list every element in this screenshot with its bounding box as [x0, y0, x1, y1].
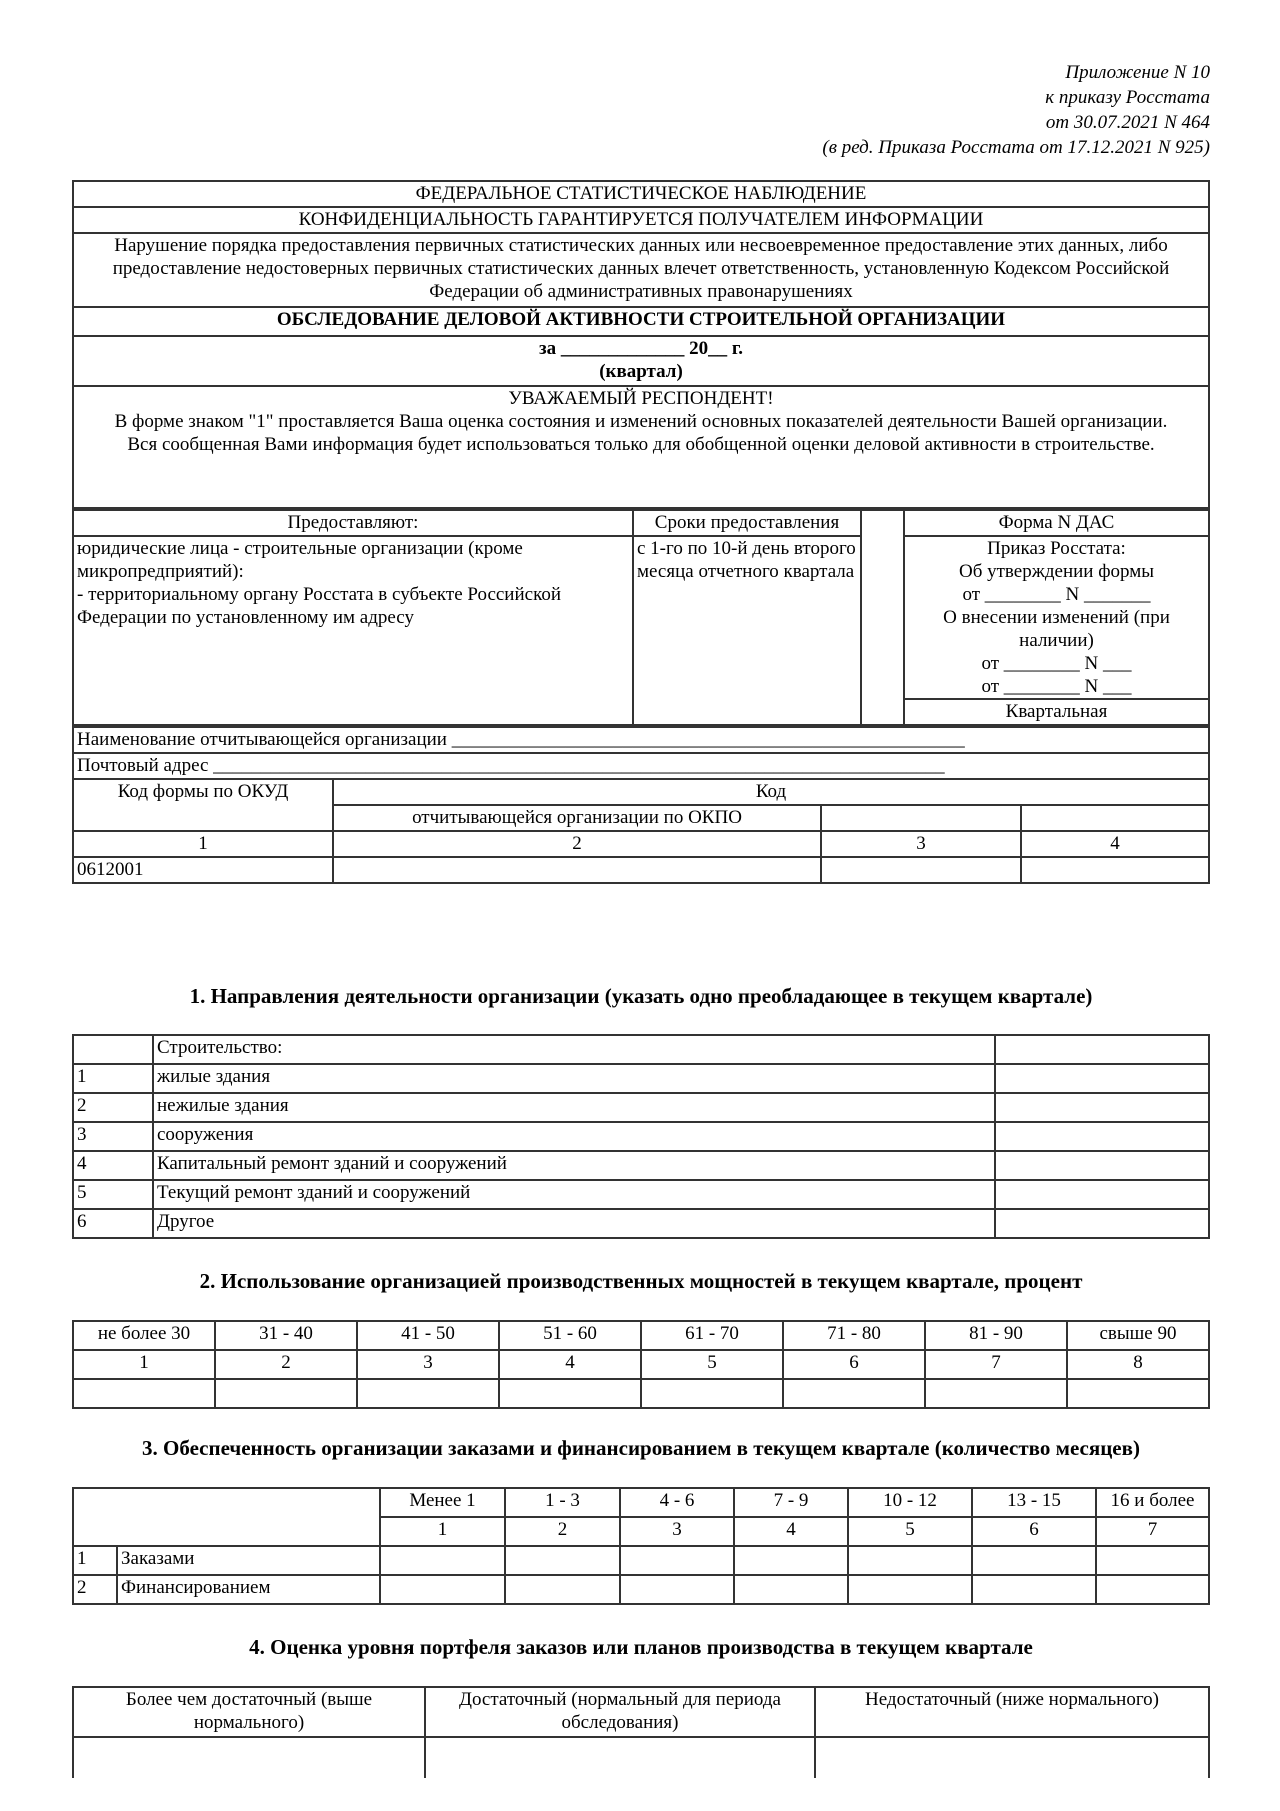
- col-num: 2: [215, 1350, 357, 1379]
- answer-cell[interactable]: [425, 1737, 815, 1778]
- survey-title: ОБСЛЕДОВАНИЕ ДЕЛОВОЙ АКТИВНОСТИ СТРОИТЕЛЬНОЙ ОРГАНИЗАЦИИ: [73, 307, 1209, 336]
- answer-cell[interactable]: [505, 1575, 620, 1604]
- row-label: сооружения: [153, 1122, 995, 1151]
- answer-cell[interactable]: [995, 1209, 1209, 1238]
- row-label: Другое: [153, 1209, 995, 1238]
- header-table: [72, 180, 1210, 509]
- row-num: 3: [73, 1122, 153, 1151]
- row-num: 2: [73, 1575, 117, 1604]
- okpo-label: отчитывающейся организации по ОКПО: [333, 805, 821, 831]
- col-num: 4: [499, 1350, 641, 1379]
- section1-header: Строительство:: [153, 1035, 995, 1064]
- respondent-block: [73, 386, 1209, 508]
- col-num: 6: [972, 1517, 1096, 1546]
- code-field[interactable]: [1021, 857, 1209, 883]
- row-label: Текущий ремонт зданий и сооружений: [153, 1180, 995, 1209]
- respondent-paragraph: В форме знаком "1" проставляется Ваша оценка состояния и изменений основных показателей деятельности Вашей организации.: [114, 411, 1168, 432]
- section3-title: 3. Обеспеченность организации заказами и финансированием в текущем квартале (количество месяцев): [142, 1436, 1140, 1460]
- answer-cell[interactable]: [995, 1093, 1209, 1122]
- form-order-line: Приказ Росстата:: [987, 538, 1126, 559]
- corner-cell: [73, 1488, 380, 1546]
- row-num: 2: [73, 1093, 153, 1122]
- answer-cell[interactable]: [73, 1379, 215, 1408]
- row-label: Финансированием: [117, 1575, 380, 1604]
- answer-cell[interactable]: [995, 1122, 1209, 1151]
- months-header: 7 - 9: [734, 1488, 848, 1517]
- appendix-line: к приказу Росстата: [1045, 87, 1210, 108]
- section1: [72, 1034, 1210, 1239]
- months-header: 13 - 15: [972, 1488, 1096, 1517]
- range-header: свыше 90: [1067, 1321, 1209, 1350]
- answer-cell[interactable]: [1067, 1379, 1209, 1408]
- level-header: Достаточный (нормальный для периода обследования): [425, 1687, 815, 1737]
- level-header: Более чем достаточный (выше нормального): [73, 1687, 425, 1737]
- org-table: [72, 726, 1210, 884]
- row-label: Капитальный ремонт зданий и сооружений: [153, 1151, 995, 1180]
- answer-cell[interactable]: [620, 1546, 734, 1575]
- row-num: 5: [73, 1180, 153, 1209]
- row-num: 1: [73, 1064, 153, 1093]
- answer-cell[interactable]: [995, 1151, 1209, 1180]
- col-num: 5: [641, 1350, 783, 1379]
- answer-cell[interactable]: [734, 1546, 848, 1575]
- range-header: 61 - 70: [641, 1321, 783, 1350]
- submit-who-line: юридические лица - строительные организации (кроме микропредприятий):: [77, 538, 523, 582]
- col-num: 1: [73, 831, 333, 857]
- submit-who-line: - территориальному органу Росстата в субъекте Российской Федерации по установленному им адресу: [77, 584, 562, 628]
- row-num: 4: [73, 1151, 153, 1180]
- form-order-line: от ________ N _______: [962, 584, 1151, 605]
- period-cell: [73, 336, 1209, 386]
- code-label: Код: [333, 779, 1209, 805]
- answer-cell[interactable]: [815, 1737, 1209, 1778]
- submit-when-cell: с 1-го по 10-й день второго месяца отчетного квартала: [633, 536, 861, 725]
- col-num: 1: [380, 1517, 505, 1546]
- col-num: 3: [357, 1350, 499, 1379]
- respondent-title: УВАЖАЕМЫЙ РЕСПОНДЕНТ!: [508, 388, 774, 409]
- answer-cell: [995, 1035, 1209, 1064]
- col-num: 6: [783, 1350, 925, 1379]
- submit-gap-cell: [861, 510, 904, 725]
- code-empty-cell: [821, 805, 1021, 831]
- answer-cell[interactable]: [357, 1379, 499, 1408]
- section3: [72, 1487, 1210, 1605]
- submit-when-header: Сроки предоставления: [633, 510, 861, 536]
- col-num: 4: [1021, 831, 1209, 857]
- form-order-line: О внесении изменений (при наличии): [943, 607, 1170, 651]
- answer-cell[interactable]: [972, 1546, 1096, 1575]
- submit-who-header: Предоставляют:: [73, 510, 633, 536]
- row-num-cell: [73, 1035, 153, 1064]
- answer-cell[interactable]: [848, 1546, 972, 1575]
- section4: [72, 1686, 1210, 1778]
- answer-cell[interactable]: [641, 1379, 783, 1408]
- answer-cell[interactable]: [995, 1180, 1209, 1209]
- section2-table: [72, 1320, 1210, 1409]
- period-line: за _____________ 20__ г.: [538, 338, 744, 359]
- months-header: 16 и более: [1096, 1488, 1209, 1517]
- form-order-line: от ________ N ___: [981, 676, 1132, 697]
- section4-title: 4. Оценка уровня портфеля заказов или планов производства в текущем квартале: [249, 1635, 1033, 1659]
- section1-title: 1. Направления деятельности организации (указать одно преобладающее в текущем квартале): [189, 984, 1093, 1008]
- row-label: жилые здания: [153, 1064, 995, 1093]
- level-header: Недостаточный (ниже нормального): [815, 1687, 1209, 1737]
- answer-cell[interactable]: [380, 1546, 505, 1575]
- col-num: 3: [821, 831, 1021, 857]
- row-num: 1: [73, 1546, 117, 1575]
- months-header: 10 - 12: [848, 1488, 972, 1517]
- appendix-line: Приложение N 10: [1065, 62, 1210, 83]
- answer-cell[interactable]: [73, 1737, 425, 1778]
- period-note: (квартал): [599, 361, 683, 382]
- answer-cell[interactable]: [848, 1575, 972, 1604]
- section1-table: [72, 1034, 1210, 1239]
- form-order-line: от ________ N ___: [981, 653, 1132, 674]
- answer-cell[interactable]: [783, 1379, 925, 1408]
- section2-title: 2. Использование организацией производственных мощностей в текущем квартале, процент: [199, 1269, 1083, 1293]
- months-header: Менее 1: [380, 1488, 505, 1517]
- row-label: Заказами: [117, 1546, 380, 1575]
- answer-cell[interactable]: [972, 1575, 1096, 1604]
- range-header: 31 - 40: [215, 1321, 357, 1350]
- answer-cell[interactable]: [499, 1379, 641, 1408]
- col-num: 3: [620, 1517, 734, 1546]
- range-header: 81 - 90: [925, 1321, 1067, 1350]
- form-order-line: Об утверждении формы: [958, 561, 1155, 582]
- range-header: 51 - 60: [499, 1321, 641, 1350]
- answer-cell[interactable]: [215, 1379, 357, 1408]
- answer-cell[interactable]: [925, 1379, 1067, 1408]
- col-num: 7: [925, 1350, 1067, 1379]
- appendix-line: (в ред. Приказа Росстата от 17.12.2021 N 925): [822, 137, 1210, 158]
- col-num: 5: [848, 1517, 972, 1546]
- code-field[interactable]: [821, 857, 1021, 883]
- range-header: 41 - 50: [357, 1321, 499, 1350]
- form-header: [72, 180, 1210, 884]
- col-num: 8: [1067, 1350, 1209, 1379]
- appendix-note: [822, 60, 1210, 160]
- section3-table: [72, 1487, 1210, 1605]
- row-label: нежилые здания: [153, 1093, 995, 1122]
- org-name-line: Наименование отчитывающейся организации ______________________________________________________: [73, 727, 1209, 753]
- answer-cell[interactable]: [1096, 1575, 1209, 1604]
- range-header: 71 - 80: [783, 1321, 925, 1350]
- months-header: 4 - 6: [620, 1488, 734, 1517]
- okpo-value-field[interactable]: [333, 857, 821, 883]
- submit-who-cell: [73, 536, 633, 725]
- answer-cell[interactable]: [1096, 1546, 1209, 1575]
- section2: [72, 1320, 1210, 1409]
- submit-table: [72, 509, 1210, 726]
- answer-cell[interactable]: [995, 1064, 1209, 1093]
- section4-table: [72, 1686, 1210, 1778]
- org-address-line: Почтовый адрес _____________________________________________________________________________: [73, 753, 1209, 779]
- answer-cell[interactable]: [734, 1575, 848, 1604]
- col-num: 2: [333, 831, 821, 857]
- appendix-line: от 30.07.2021 N 464: [1045, 112, 1210, 133]
- months-header: 1 - 3: [505, 1488, 620, 1517]
- col-num: 4: [734, 1517, 848, 1546]
- warning-text: Нарушение порядка предоставления первичных статистических данных или несвоевременное предоставление этих данных, либо предоставление недостоверных первичных статистических данных влечет ответственность, установленную Кодексом Российской Федерации об административных правонарушениях: [73, 233, 1209, 307]
- range-header: не более 30: [73, 1321, 215, 1350]
- form-order-cell: [904, 536, 1209, 699]
- row-num: 6: [73, 1209, 153, 1238]
- respondent-paragraph: Вся сообщенная Вами информация будет использоваться только для обобщенной оценки деловой активности в строительстве.: [127, 434, 1155, 455]
- form-name-header: Форма N ДАС: [904, 510, 1209, 536]
- okud-value: 0612001: [73, 857, 333, 883]
- okud-label: Код формы по ОКУД: [73, 779, 333, 831]
- answer-cell[interactable]: [620, 1575, 734, 1604]
- confidential-title: КОНФИДЕНЦИАЛЬНОСТЬ ГАРАНТИРУЕТСЯ ПОЛУЧАТЕЛЕМ ИНФОРМАЦИИ: [73, 207, 1209, 233]
- col-num: 1: [73, 1350, 215, 1379]
- periodicity: Квартальная: [904, 699, 1209, 725]
- answer-cell[interactable]: [505, 1546, 620, 1575]
- col-num: 2: [505, 1517, 620, 1546]
- observation-title: ФЕДЕРАЛЬНОЕ СТАТИСТИЧЕСКОЕ НАБЛЮДЕНИЕ: [73, 181, 1209, 207]
- answer-cell[interactable]: [380, 1575, 505, 1604]
- col-num: 7: [1096, 1517, 1209, 1546]
- code-empty-cell: [1021, 805, 1209, 831]
